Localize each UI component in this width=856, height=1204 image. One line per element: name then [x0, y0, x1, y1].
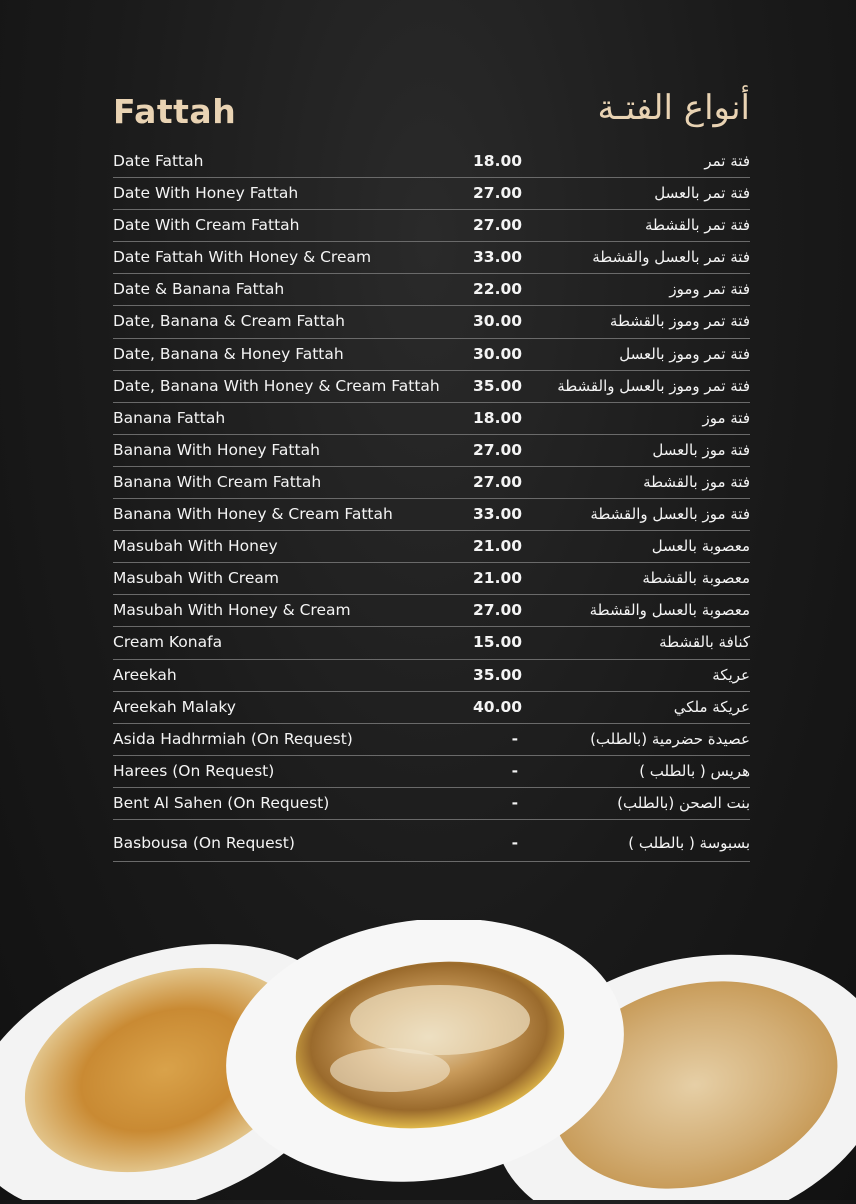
item-name-ar: فتة تمر وموز — [669, 280, 750, 299]
item-price: 35.00 — [473, 665, 523, 684]
menu-item — [113, 371, 750, 403]
page-title: Fattah — [113, 92, 237, 131]
item-name-ar: فتة تمر بالعسل — [654, 184, 750, 203]
menu-item — [113, 820, 750, 862]
item-price: 35.00 — [473, 376, 523, 395]
item-price: - — [511, 793, 518, 812]
item-price: 30.00 — [473, 344, 523, 363]
item-name-ar: فتة تمر بالقشطة — [644, 216, 750, 235]
item-price: 30.00 — [473, 312, 523, 331]
item-price: 33.00 — [473, 505, 523, 524]
menu-list — [113, 146, 750, 862]
item-name-en: Date, Banana With Honey & Cream Fattah — [113, 376, 440, 395]
menu-item — [113, 435, 750, 467]
item-name-ar: فتة تمر وموز بالعسل — [619, 344, 750, 363]
item-name-ar: معصوبة بالعسل والقشطة — [589, 601, 750, 620]
menu-item — [113, 660, 750, 692]
item-price: - — [511, 729, 518, 748]
menu-item — [113, 403, 750, 435]
item-name-ar: فتة تمر بالعسل والقشطة — [592, 248, 750, 267]
item-price: 27.00 — [473, 472, 523, 491]
item-price: - — [511, 833, 518, 852]
item-name-ar: فتة موز بالعسل — [652, 440, 750, 459]
menu-item — [113, 627, 750, 659]
item-price: 21.00 — [473, 537, 523, 556]
page-title-arabic: أنواع الفتـة — [597, 88, 750, 128]
item-name-ar: عريكة — [712, 665, 750, 684]
item-name-ar: بسبوسة ( بالطلب ) — [628, 833, 750, 852]
item-name-en: Areekah Malaky — [113, 697, 236, 716]
item-name-en: Banana Fattah — [113, 408, 226, 427]
item-price: 27.00 — [473, 601, 523, 620]
item-price: 21.00 — [473, 569, 523, 588]
item-name-ar: فتة موز بالقشطة — [643, 472, 750, 491]
menu-item — [113, 274, 750, 306]
menu-item — [113, 210, 750, 242]
menu-item — [113, 146, 750, 178]
item-name-ar: كنافة بالقشطة — [659, 633, 750, 652]
item-name-en: Date, Banana & Cream Fattah — [113, 312, 346, 331]
item-name-en: Banana With Cream Fattah — [113, 472, 322, 491]
item-price: 18.00 — [473, 408, 523, 427]
menu-item — [113, 467, 750, 499]
item-price: 40.00 — [473, 697, 523, 716]
item-name-en: Areekah — [113, 665, 177, 684]
item-name-ar: فتة تمر وموز بالقشطة — [609, 312, 750, 331]
item-name-ar: فتة موز بالعسل والقشطة — [590, 505, 750, 524]
menu-item — [113, 339, 750, 371]
item-price: - — [511, 761, 518, 780]
menu-item — [113, 499, 750, 531]
item-name-en: Masubah With Honey — [113, 537, 278, 556]
item-name-ar: معصوبة بالعسل — [651, 537, 750, 556]
item-name-ar: عريكة ملكي — [673, 697, 750, 716]
food-photo — [0, 920, 856, 1200]
item-price: 22.00 — [473, 280, 523, 299]
item-name-en: Date With Cream Fattah — [113, 216, 300, 235]
item-name-ar: بنت الصحن (بالطلب) — [617, 793, 750, 812]
item-name-ar: فتة موز — [702, 408, 750, 427]
menu-item — [113, 306, 750, 338]
item-name-ar: معصوبة بالقشطة — [642, 569, 750, 588]
item-price: 27.00 — [473, 216, 523, 235]
item-price: 18.00 — [473, 152, 523, 170]
item-name-ar: هريس ( بالطلب ) — [639, 761, 750, 780]
item-name-en: Masubah With Cream — [113, 569, 279, 588]
menu-item — [113, 595, 750, 627]
item-name-en: Cream Konafa — [113, 633, 223, 652]
item-name-en: Date & Banana Fattah — [113, 280, 285, 299]
item-name-en: Banana With Honey Fattah — [113, 440, 320, 459]
item-name-en: Basbousa (On Request) — [113, 833, 295, 852]
item-price: 27.00 — [473, 440, 523, 459]
item-name-en: Bent Al Sahen (On Request) — [113, 793, 330, 812]
menu-item — [113, 724, 750, 756]
menu-item — [113, 531, 750, 563]
item-price: 15.00 — [473, 633, 523, 652]
item-price: 33.00 — [473, 248, 523, 267]
menu-item — [113, 242, 750, 274]
item-name-en: Date Fattah — [113, 152, 204, 170]
item-name-en: Masubah With Honey & Cream — [113, 601, 351, 620]
menu-item — [113, 692, 750, 724]
item-name-ar: فتة تمر — [704, 152, 750, 170]
menu-item — [113, 563, 750, 595]
item-name-ar: فتة تمر وموز بالعسل والقشطة — [557, 376, 750, 395]
item-price: 27.00 — [473, 184, 523, 203]
item-name-ar: عصيدة حضرمية (بالطلب) — [590, 729, 750, 748]
item-name-en: Date, Banana & Honey Fattah — [113, 344, 344, 363]
item-name-en: Date With Honey Fattah — [113, 184, 299, 203]
item-name-en: Harees (On Request) — [113, 761, 275, 780]
menu-item — [113, 788, 750, 820]
menu-item — [113, 756, 750, 788]
menu-item — [113, 178, 750, 210]
plates-illustration — [0, 920, 856, 1200]
item-name-en: Date Fattah With Honey & Cream — [113, 248, 372, 267]
item-name-en: Banana With Honey & Cream Fattah — [113, 505, 393, 524]
item-name-en: Asida Hadhrmiah (On Request) — [113, 729, 353, 748]
